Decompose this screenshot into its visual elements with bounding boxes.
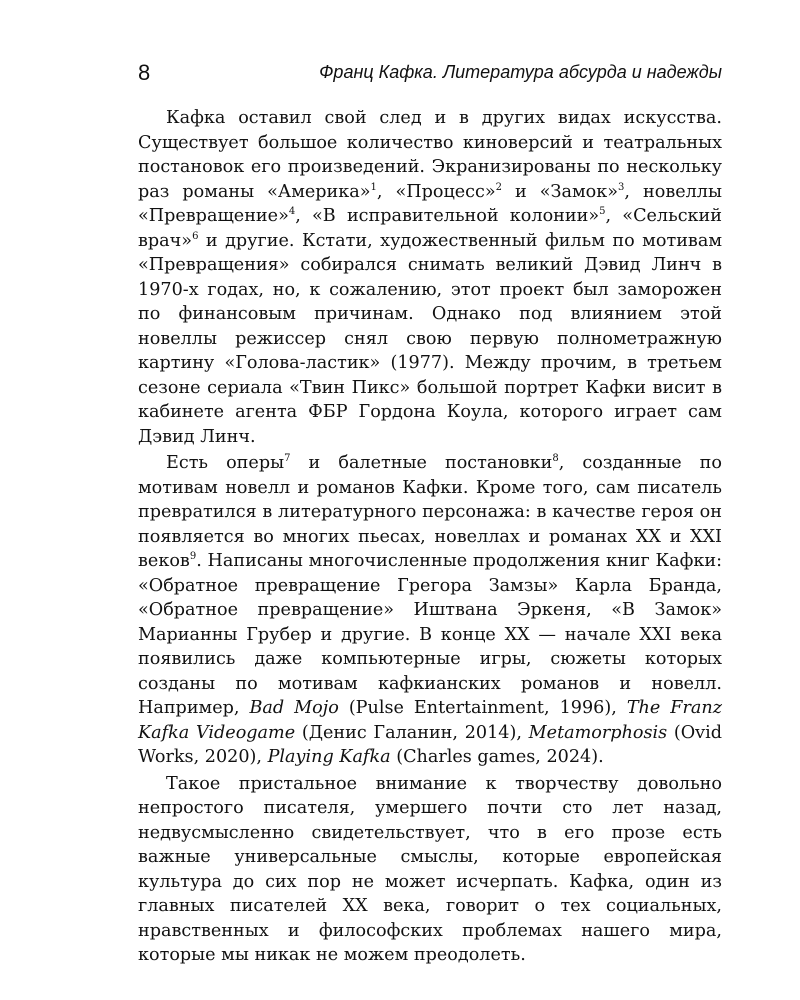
text-run: и балетные постановки — [290, 453, 553, 473]
text-run: и «Замок» — [502, 181, 619, 202]
text-run: (Ovid Works, 2020), — [138, 722, 723, 767]
footnote-marker: 2 — [495, 181, 503, 193]
text-run: (Денис Галанин, 2014), — [295, 722, 529, 743]
body-text — [138, 106, 722, 968]
footnote-marker: 3 — [618, 181, 625, 193]
footnote-marker: 5 — [599, 206, 606, 218]
text-run: Есть оперы — [166, 453, 285, 473]
text-run: , новеллы «Превращение» — [138, 181, 722, 226]
text-run: . Написаны многочисленные продолжения книг Кафки: «Обратное превращение Грегора Замзы» Карла Бранда, «Обратное превращение» Иштвана Эркеня, «В Замок» Марианны Грубер и другие. В конце XX — начале XXI века появились даже компьютерные игры, сюжеты которых созданы по мотивам кафкианских романов и новелл. Например, — [138, 551, 722, 718]
paragraph — [138, 772, 722, 968]
game-title: Bad Mojo — [249, 698, 339, 718]
running-title: Франц Кафка. Литература абсурда и надежды — [319, 62, 722, 82]
paragraph — [138, 106, 722, 449]
page-number: 8 — [138, 60, 151, 85]
text-run: , «Процесс» — [376, 181, 496, 202]
text-run: , «Сельский врач» — [138, 206, 722, 251]
game-title: The Franz Kafka Videogame — [138, 698, 722, 743]
footnote-marker: 6 — [192, 230, 199, 242]
text-run: (Pulse Entertainment, 1996), — [338, 698, 627, 718]
text-run: , созданные по мотивам новелл и романов Кафки. Кроме того, сам писатель превратился в литературного персонажа: в качестве героя он появляется во многих пьесах, новеллах и романах XX и XXI веков — [138, 453, 723, 571]
text-run: Такое пристальное внимание к творчеству довольно непростого писателя, умершего почти сто лет назад, недвусмысленно свидетельствует, что в его прозе есть важные универсальные смыслы, которые европейская культура до сих пор не может исчерпать. Кафка, один из главных писателей XX века, говорит о тех социальных, нравственных и философских проблемах нашего мира, которые мы никак не можем преодолеть. — [138, 773, 722, 965]
footnote-marker: 8 — [552, 453, 559, 465]
text-run: (Charles games, 2024). — [390, 747, 604, 767]
text-run: Кафка оставил свой след и в других видах искусства. Существует большое количество киноверсий и театральных постановок его произведений. Экранизированы по нескольку раз романы «Америка» — [138, 108, 722, 202]
game-title: Metamorphosis — [528, 722, 668, 743]
text-run: и другие. Кстати, художественный фильм по мотивам «Превращения» собирался снимать великий Дэвид Линч в 1970-х годах, но, к сожалению, этот проект был заморожен по финансовым причинам. Однако под влиянием этой новеллы режиссер снял свою первую полнометражную картину «Голова-ластик» (1977). Между прочим, в третьем сезоне сериала «Твин Пикс» большой портрет Кафки висит в кабинете агента ФБР Гордона Коула, которого играет сам Дэвид Линч. — [138, 230, 722, 447]
page-header — [138, 60, 722, 90]
footnote-marker: 9 — [189, 551, 197, 563]
paragraph — [138, 451, 722, 770]
footnote-marker: 4 — [288, 206, 296, 218]
footnote-marker: 1 — [370, 181, 377, 193]
game-title: Playing Kafka — [267, 747, 391, 767]
text-run: , «В исправительной колонии» — [295, 206, 600, 226]
footnote-marker: 7 — [284, 453, 291, 465]
